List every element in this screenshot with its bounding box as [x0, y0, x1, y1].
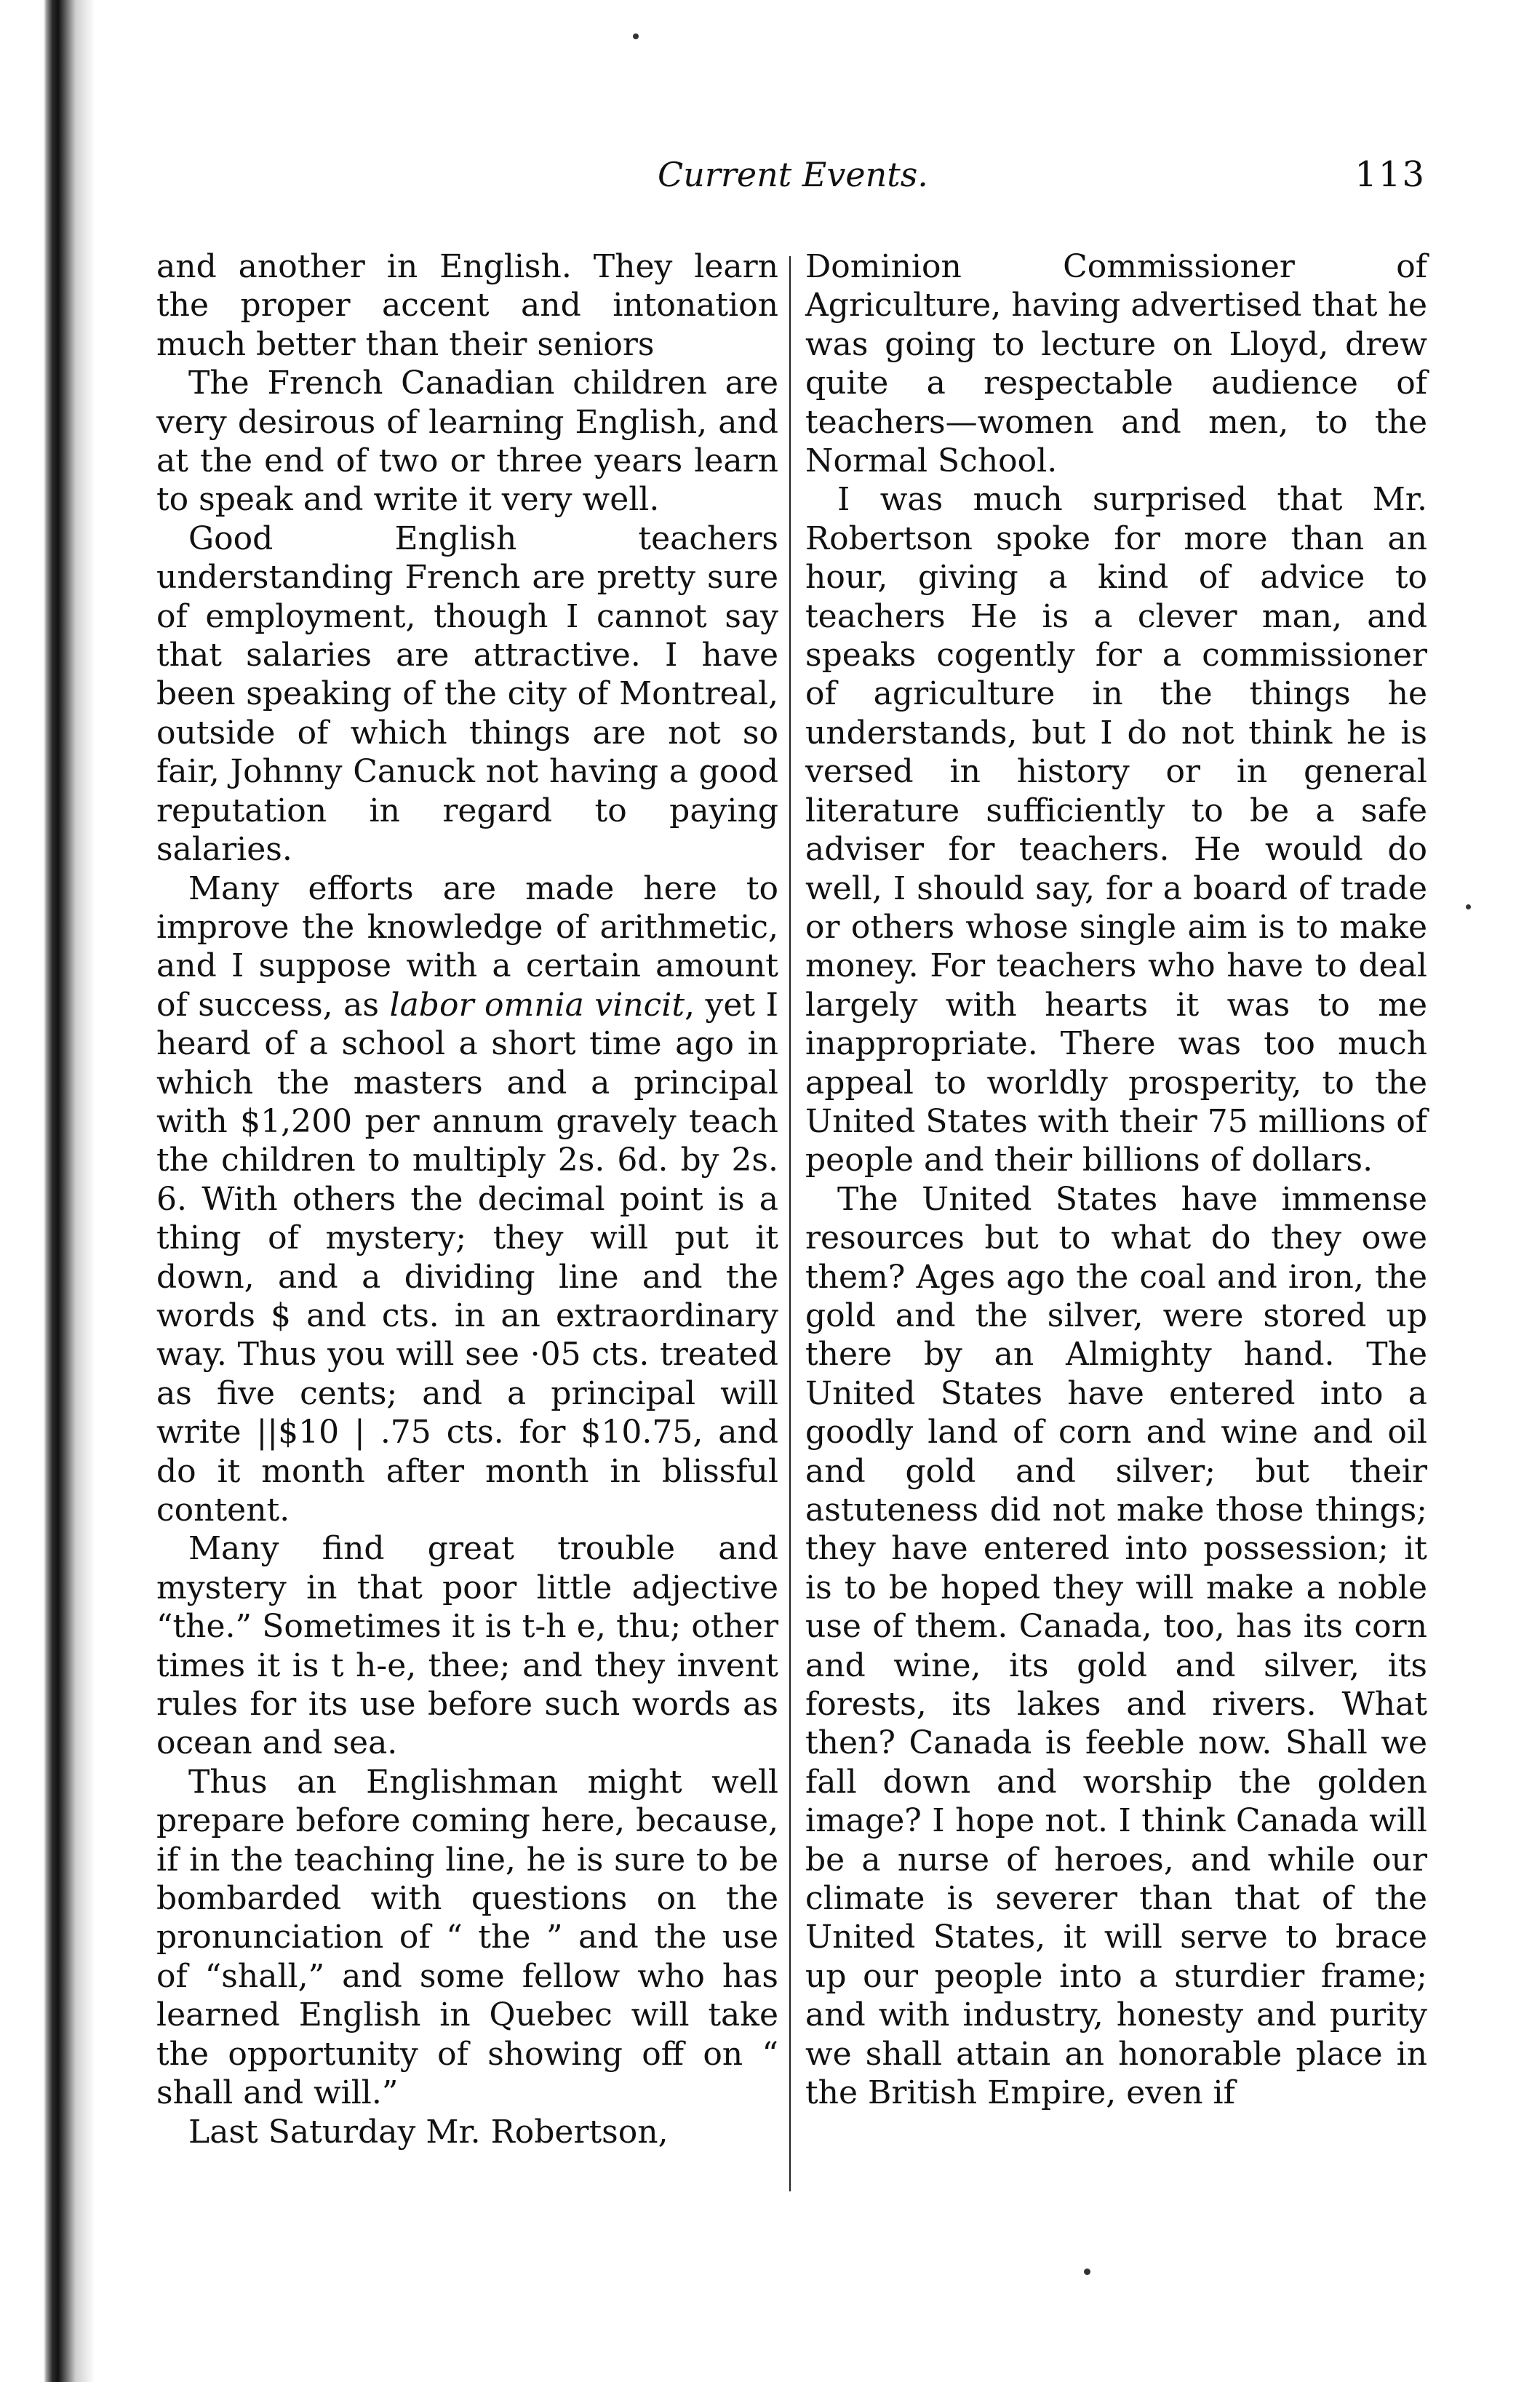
- ink-speck: [1084, 2269, 1090, 2275]
- paragraph: Many find great trouble and mystery in that poor little adjective “the.” Sometimes it is t-h e, thu; other times it is t h-e, thee; and they invent rules for its use before such words as ocean and sea.: [156, 1530, 778, 1762]
- paragraph: Dominion Commissioner of Agriculture, having advertised that he was going to lecture on Lloyd, drew quite a respectable audience of teachers—women and men, to the Normal School.: [805, 248, 1427, 480]
- page-binding-edge: [0, 0, 102, 2382]
- left-column: [156, 247, 778, 2151]
- page-header: [160, 153, 1426, 211]
- latin-phrase: labor omnia vincit: [389, 986, 685, 1024]
- running-title: Current Events.: [658, 155, 928, 194]
- ink-speck: [633, 33, 639, 39]
- paragraph-text: Many efforts are made here to improve the knowledge of arithmetic, and I suppose with a certain amount of success, as: [156, 869, 778, 1024]
- paragraph: and another in English. They learn the proper accent and intonation much better than their seniors: [156, 248, 778, 363]
- paragraph: Good English teachers understanding French are pretty sure of employment, though I cannot say that salaries are attractive. I have been speaking of the city of Montreal, outside of which things are not so fair, Johnny Canuck not having a good reputation in regard to paying salaries.: [156, 519, 778, 869]
- paragraph: The United States have immense resources but to what do they owe them? Ages ago the coal and iron, the gold and the silver, were stored up there by an Almighty hand. The United States have entered into a goodly land of corn and wine and oil and gold and silver; but their astuteness did not make those things; they have entered into possession; it is to be hoped they will make a noble use of them. Canada, too, has its corn and wine, its gold and silver, its forests, its lakes and rivers. What then? Canada is feeble now. Shall we fall down and worship the golden image? I hope not. I think Canada will be a nurse of heroes, and while our climate is severer than that of the United States, it will serve to brace up our people into a sturdier frame; and with industry, honesty and purity we shall attain an honorable place in the British Empire, even if: [805, 1180, 1427, 2112]
- right-column: [805, 247, 1427, 2113]
- ink-speck: [1466, 904, 1471, 909]
- paragraph: The French Canadian children are very desirous of learning English, and at the end of two or three years learn to speak and write it very well.: [156, 365, 778, 519]
- paragraph: Thus an Englishman might well prepare before coming here, because, if in the teaching line, he is sure to be bombarded with questions on the pronunciation of “ the ” and the use of “shall,” and some fellow who has learned English in Quebec will take the opportunity of showing off on “ shall and will.”: [156, 1763, 778, 2112]
- column-divider: [789, 256, 791, 2191]
- paragraph-text: , yet I heard of a school a short time ago in which the masters and a principal with $1,200 per annum gravely teach the children to multiply 2s. 6d. by 2s. 6. With others the decimal point is a thing of mystery; they will put it down, and a dividing line and the words $ and cts. in an extraordinary way. Thus you will see ·05 cts. treated as five cents; and a principal will write ||$10 | .75 cts. for $10.75, and do it month after month in blissful content.: [156, 986, 778, 1529]
- paragraph: [156, 869, 778, 1530]
- paragraph: Last Saturday Mr. Robertson,: [188, 2113, 669, 2151]
- page-number: 113: [1355, 154, 1426, 195]
- paragraph: I was much surprised that Mr. Robertson spoke for more than an hour, giving a kind of advice to teachers He is a clever man, and speaks cogently for a commissioner of agriculture in the things he understands, but I do not think he is versed in history or in general literature sufficiently to be a safe adviser for teachers. He would do well, I should say, for a board of trade or others whose single aim is to make money. For teachers who have to deal largely with hearts it was to me inappropriate. There was too much appeal to worldly prosperity, to the United States with their 75 millions of people and their billions of dollars.: [805, 481, 1427, 1179]
